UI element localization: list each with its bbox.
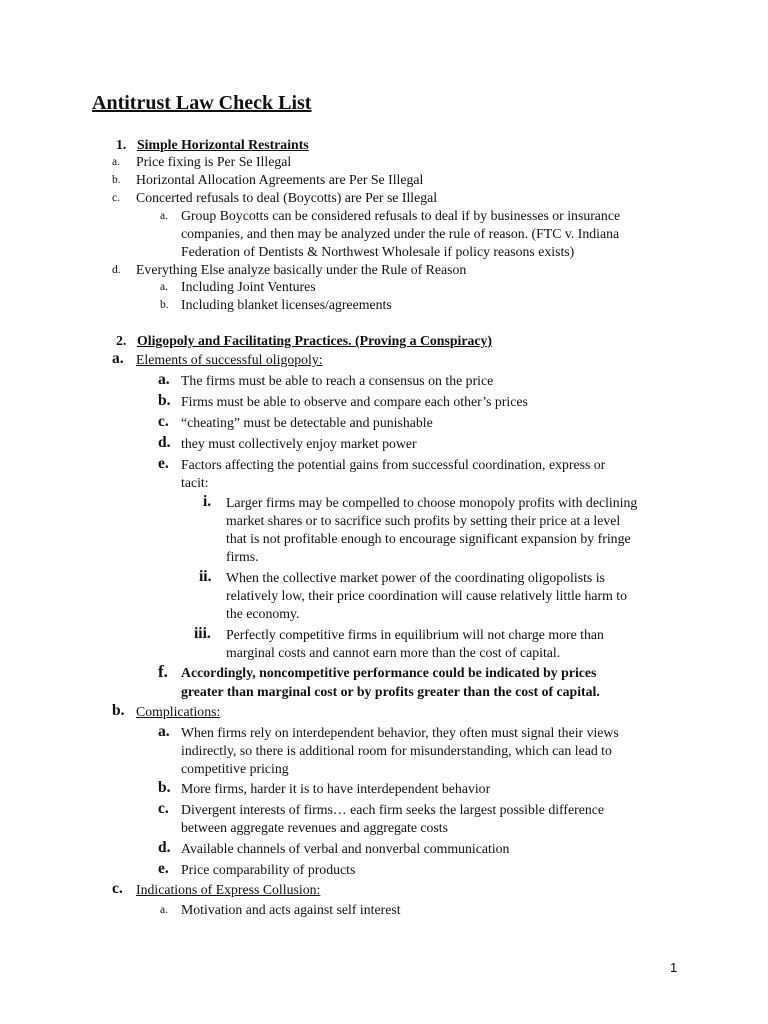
document-title: Antitrust Law Check List [92, 92, 312, 114]
list-item-continuation: tacit: [181, 475, 209, 490]
list-item-continuation: firms. [226, 549, 259, 564]
list-item-continuation: marginal costs and cannot earn more than the cost of capital. [226, 645, 561, 660]
list-item-continuation: relatively low, their price coordination will cause relatively little harm to [226, 588, 627, 603]
page-number: 1 [670, 960, 678, 975]
section-1-number: 1. [116, 137, 127, 152]
list-item-continuation: that is not profitable enough to encourage significant expansion by fringe [226, 531, 631, 546]
document-page: Antitrust Law Check List 1. Simple Horizontal Restraints a. Price fixing is Per Se Illegal b. Horizontal Allocation Agreements are Per Se Illegal c. Concerted refusals to deal (Boycotts) are Per se Illegal a. Group Boycotts can be considered refusals to deal if by businesses or insurance companies, and then may be analyzed under the rule of reason. (FTC v. Indiana Federation of Dentists & Northwest Wholesale if policy reasons exists) d. Everything Else analyze basically under the Rule of Reason a. Including Joint Ventures b. Including blanket licenses/agreements 2. Oligopoly and Facilitating Practices. (Proving a Conspiracy) a. Elements of successful oligopoly: a. The firms must be able to reach a consensus on the price b. Firms must be able to observe and compare each other’s prices c. “cheating” must be detectable and punishable d. they must collectively enjoy market power e. Factors affecting the potential gains from successful coordination, express or tacit: i. Larger firms may be compelled to choose monopoly profits with declining market shares or to sacrifice such profits by setting their price at a level that is not profitable enough to encourage significant expansion by fringe firms. ii. When the collective market power of the coordinating oligopolists is relatively low, their price coordination will cause relatively little harm to the economy. iii. Perfectly competitive firms in equilibrium will not charge more than marginal costs and cannot earn more than the cost of capital. f. Accordingly, noncompetitive performance could be indicated by prices greater than marginal cost or by profits greater than the cost of capital. b. Complications: a. When firms rely on interdependent behavior, they often must signal their views indirectly, so there is additional room for misunderstanding, which can lead to competitive pricing b. More firms, harder it is to have interdependent behavior c. Divergent interests of firms… each firm seeks the largest possible difference between aggregate revenues and aggregate costs d. Available channels of verbal and nonverbal communication e. Price comparability of products c. Indications of Express Collusion: a. Motivation and acts against self interest 1 [92, 92, 678, 975]
list-item-continuation: greater than marginal cost or by profits greater than the cost of capital. [181, 684, 600, 699]
list-item-continuation: indirectly, so there is additional room for misunderstanding, which can lead to [181, 743, 612, 758]
list-item-continuation: competitive pricing [181, 761, 289, 776]
list-item-continuation: companies, and then may be analyzed under the rule of reason. (FTC v. Indiana [181, 226, 620, 241]
section-2-number: 2. [116, 333, 127, 348]
section-1-title: Simple Horizontal Restraints [137, 137, 309, 152]
list-item-continuation: Federation of Dentists & Northwest Wholesale if policy reasons exists) [181, 244, 575, 259]
list-item-continuation: the economy. [226, 606, 300, 621]
list-item-continuation: between aggregate revenues and aggregate costs [181, 820, 448, 835]
list-item-continuation: market shares or to sacrifice such profits by setting their price at a level [226, 513, 621, 528]
section-2-title: Oligopoly and Facilitating Practices. (Proving a Conspiracy) [137, 333, 492, 348]
